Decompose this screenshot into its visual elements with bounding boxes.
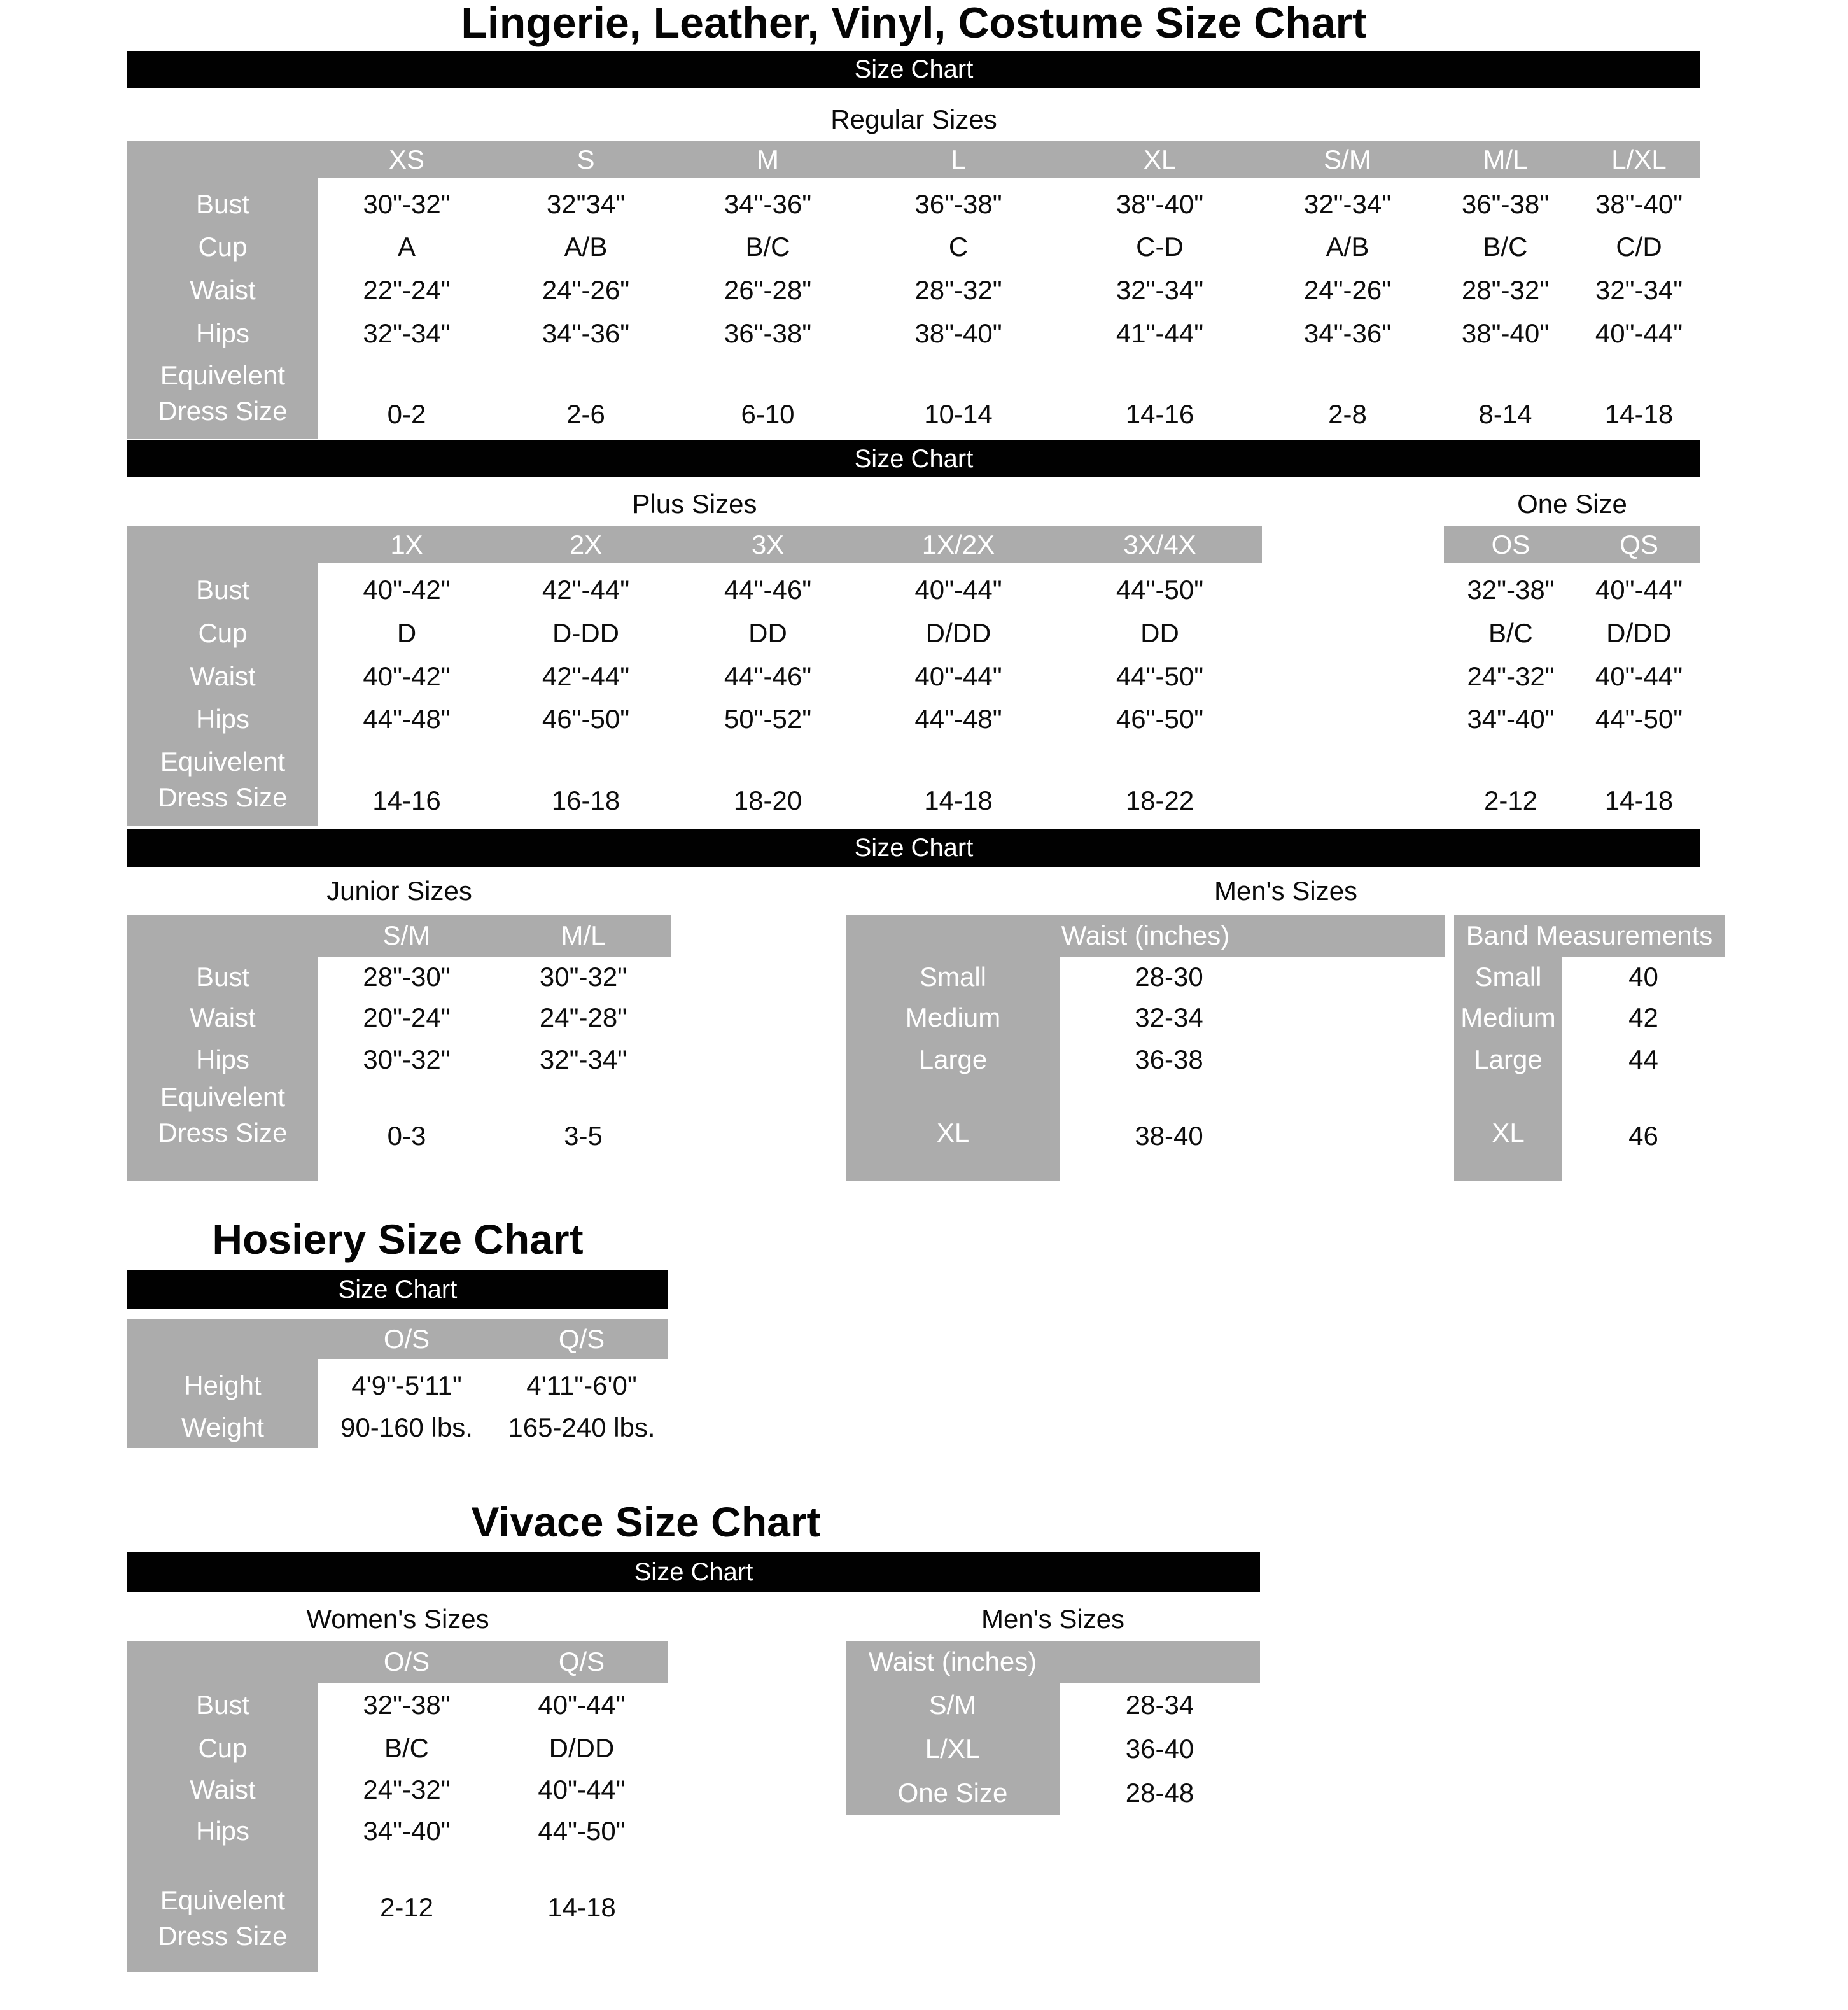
row-label: Waist bbox=[127, 655, 318, 698]
cell-value: 40"-42" bbox=[318, 568, 495, 612]
column-header: S bbox=[495, 141, 676, 183]
column-header: M/L bbox=[1433, 141, 1578, 183]
cell-value: D-DD bbox=[495, 612, 676, 655]
header-corner bbox=[127, 1641, 318, 1683]
cell-value: 44"-50" bbox=[1058, 655, 1262, 698]
one-size-label: One Size bbox=[1517, 489, 1627, 519]
cell-value: 40"-42" bbox=[318, 655, 495, 698]
hosiery-table bbox=[127, 1319, 668, 1448]
cell-value: 44 bbox=[1562, 1038, 1725, 1081]
row-label: Equivelent Dress Size bbox=[127, 740, 318, 826]
cell-value: 165-240 lbs. bbox=[495, 1407, 668, 1448]
cell-value: 3-5 bbox=[495, 1081, 671, 1181]
vivace-womens-table bbox=[127, 1641, 668, 1972]
column-header: O/S bbox=[318, 1319, 495, 1364]
cell-value: 4'11"-6'0" bbox=[495, 1364, 668, 1407]
junior-sizes-table bbox=[127, 915, 671, 1181]
cell-value: 40"-44" bbox=[859, 568, 1058, 612]
row-label: Medium bbox=[1454, 997, 1562, 1038]
table-header: Band Measurements bbox=[1454, 915, 1725, 957]
cell-value: 24"-28" bbox=[495, 997, 671, 1038]
cell-value: 41"-44" bbox=[1058, 312, 1262, 355]
cell-value: 14-16 bbox=[1058, 355, 1262, 439]
cell-value: 30"-32" bbox=[318, 183, 495, 225]
cell-value: 24"-32" bbox=[1444, 655, 1578, 698]
row-label: Hips bbox=[127, 1038, 318, 1081]
row-label: S/M bbox=[846, 1683, 1060, 1727]
cell-value: C/D bbox=[1578, 225, 1700, 269]
row-label: Large bbox=[846, 1038, 1060, 1081]
size-chart-banner: Size Chart bbox=[127, 829, 1700, 867]
column-header: XL bbox=[1058, 141, 1262, 183]
cell-value: 38"-40" bbox=[1578, 183, 1700, 225]
row-label: Equivelent Dress Size bbox=[127, 1081, 318, 1181]
cell-value: 32"-34" bbox=[495, 1038, 671, 1081]
cell-filler bbox=[1278, 997, 1445, 1038]
row-label: Weight bbox=[127, 1407, 318, 1448]
column-header: Q/S bbox=[495, 1319, 668, 1364]
cell-value: 14-16 bbox=[318, 740, 495, 826]
column-header: M/L bbox=[495, 915, 671, 957]
page-title: Lingerie, Leather, Vinyl, Costume Size Chart bbox=[461, 0, 1367, 47]
column-header: L/XL bbox=[1578, 141, 1700, 183]
cell-value: 0-2 bbox=[318, 355, 495, 439]
header-spacer bbox=[1060, 1641, 1260, 1683]
row-label: XL bbox=[1454, 1081, 1562, 1181]
cell-value: 22"-24" bbox=[318, 269, 495, 312]
cell-value: 50"-52" bbox=[676, 698, 859, 740]
cell-value: 44"-46" bbox=[676, 655, 859, 698]
cell-value: 32"-34" bbox=[318, 312, 495, 355]
one-size-table bbox=[1444, 526, 1700, 826]
row-label: Waist bbox=[127, 1769, 318, 1810]
cell-value: 44"-50" bbox=[1578, 698, 1700, 740]
cell-value: 40 bbox=[1562, 957, 1725, 997]
vivace-womens-label: Women's Sizes bbox=[306, 1604, 489, 1634]
cell-value: 38"-40" bbox=[859, 312, 1058, 355]
header-corner bbox=[127, 1319, 318, 1364]
cell-value: 40"-44" bbox=[1578, 568, 1700, 612]
cell-value: B/C bbox=[318, 1727, 495, 1769]
cell-value: 32-34 bbox=[1060, 997, 1278, 1038]
plus-sizes-label: Plus Sizes bbox=[632, 489, 757, 519]
cell-value: 30"-32" bbox=[318, 1038, 495, 1081]
size-chart-banner: Size Chart bbox=[127, 440, 1700, 477]
row-label: Hips bbox=[127, 1810, 318, 1852]
table-header: Waist (inches) bbox=[846, 1641, 1060, 1683]
row-label: Small bbox=[1454, 957, 1562, 997]
column-header: L bbox=[859, 141, 1058, 183]
cell-value: 34"-36" bbox=[1262, 312, 1433, 355]
row-label: Waist bbox=[127, 997, 318, 1038]
row-label: Equivelent Dress Size bbox=[127, 1852, 318, 1972]
cell-value: 32"-38" bbox=[1444, 568, 1578, 612]
cell-value: 90-160 lbs. bbox=[318, 1407, 495, 1448]
cell-value: 40"-44" bbox=[1578, 312, 1700, 355]
cell-value: 24"-32" bbox=[318, 1769, 495, 1810]
cell-filler bbox=[1278, 957, 1445, 997]
cell-value: 36"-38" bbox=[676, 312, 859, 355]
cell-value: 28-30 bbox=[1060, 957, 1278, 997]
column-header: O/S bbox=[318, 1641, 495, 1683]
cell-value: 42"-44" bbox=[495, 568, 676, 612]
cell-value: 38"-40" bbox=[1058, 183, 1262, 225]
hosiery-title: Hosiery Size Chart bbox=[212, 1216, 584, 1263]
size-chart-banner: Size Chart bbox=[127, 1270, 668, 1309]
cell-value: 46 bbox=[1562, 1081, 1725, 1181]
row-label: Cup bbox=[127, 612, 318, 655]
column-header: S/M bbox=[318, 915, 495, 957]
cell-value: B/C bbox=[1444, 612, 1578, 655]
cell-value: 18-22 bbox=[1058, 740, 1262, 826]
column-header: S/M bbox=[1262, 141, 1433, 183]
cell-value: 44"-48" bbox=[318, 698, 495, 740]
cell-value: 2-12 bbox=[1444, 740, 1578, 826]
column-header: 3X bbox=[676, 526, 859, 568]
mens-waist-table bbox=[846, 915, 1445, 1181]
column-header: XS bbox=[318, 141, 495, 183]
column-header: Q/S bbox=[495, 1641, 668, 1683]
cell-filler bbox=[1278, 1081, 1445, 1181]
column-header: 3X/4X bbox=[1058, 526, 1262, 568]
cell-value: 32"-34" bbox=[1262, 183, 1433, 225]
column-header: 2X bbox=[495, 526, 676, 568]
vivace-mens-table bbox=[846, 1641, 1260, 1815]
cell-value: 0-3 bbox=[318, 1081, 495, 1181]
cell-value: B/C bbox=[1433, 225, 1578, 269]
cell-value: 28"-30" bbox=[318, 957, 495, 997]
row-label: Equivelent Dress Size bbox=[127, 355, 318, 439]
cell-value: 32"-34" bbox=[1058, 269, 1262, 312]
cell-value: 44"-46" bbox=[676, 568, 859, 612]
cell-value: 10-14 bbox=[859, 355, 1058, 439]
cell-value: D/DD bbox=[1578, 612, 1700, 655]
cell-value: 34"-40" bbox=[1444, 698, 1578, 740]
cell-value: 28"-32" bbox=[859, 269, 1058, 312]
row-label: Hips bbox=[127, 312, 318, 355]
cell-value: 46"-50" bbox=[1058, 698, 1262, 740]
cell-value: 14-18 bbox=[495, 1852, 668, 1972]
row-label: Height bbox=[127, 1364, 318, 1407]
row-label: Medium bbox=[846, 997, 1060, 1038]
vivace-title: Vivace Size Chart bbox=[471, 1498, 821, 1545]
row-label: One Size bbox=[846, 1771, 1060, 1815]
row-label: Cup bbox=[127, 1727, 318, 1769]
cell-value: 36-40 bbox=[1060, 1727, 1260, 1771]
cell-value: 14-18 bbox=[1578, 740, 1700, 826]
column-header: 1X bbox=[318, 526, 495, 568]
size-chart-banner: Size Chart bbox=[127, 51, 1700, 88]
cell-value: 40"-44" bbox=[1578, 655, 1700, 698]
cell-value: B/C bbox=[676, 225, 859, 269]
row-label: Bust bbox=[127, 1683, 318, 1727]
cell-value: 2-12 bbox=[318, 1852, 495, 1972]
cell-value: 44"-48" bbox=[859, 698, 1058, 740]
cell-value: 38-40 bbox=[1060, 1081, 1278, 1181]
row-label: Bust bbox=[127, 957, 318, 997]
cell-value: 32"34" bbox=[495, 183, 676, 225]
cell-value: 18-20 bbox=[676, 740, 859, 826]
cell-value: A bbox=[318, 225, 495, 269]
cell-value: 30"-32" bbox=[495, 957, 671, 997]
column-header: QS bbox=[1578, 526, 1700, 568]
cell-value: A/B bbox=[1262, 225, 1433, 269]
cell-value: 28"-32" bbox=[1433, 269, 1578, 312]
plus-sizes-table bbox=[127, 526, 1262, 826]
junior-sizes-label: Junior Sizes bbox=[326, 876, 472, 906]
cell-value: 28-48 bbox=[1060, 1771, 1260, 1815]
cell-value: 32"-38" bbox=[318, 1683, 495, 1727]
mens-sizes-label: Men's Sizes bbox=[1214, 876, 1358, 906]
cell-value: C bbox=[859, 225, 1058, 269]
cell-value: A/B bbox=[495, 225, 676, 269]
row-label: Waist bbox=[127, 269, 318, 312]
column-header: 1X/2X bbox=[859, 526, 1058, 568]
cell-filler bbox=[1278, 1038, 1445, 1081]
row-label: L/XL bbox=[846, 1727, 1060, 1771]
cell-value: 34"-36" bbox=[676, 183, 859, 225]
header-corner bbox=[127, 141, 318, 183]
cell-value: 36"-38" bbox=[1433, 183, 1578, 225]
mens-band-table bbox=[1454, 915, 1725, 1181]
row-label: Cup bbox=[127, 225, 318, 269]
cell-value: 42"-44" bbox=[495, 655, 676, 698]
cell-value: 14-18 bbox=[859, 740, 1058, 826]
cell-value: 44"-50" bbox=[1058, 568, 1262, 612]
regular-sizes-label: Regular Sizes bbox=[830, 104, 997, 134]
row-label: Bust bbox=[127, 183, 318, 225]
cell-value: 6-10 bbox=[676, 355, 859, 439]
header-corner bbox=[127, 915, 318, 957]
cell-value: 38"-40" bbox=[1433, 312, 1578, 355]
row-label: XL bbox=[846, 1081, 1060, 1181]
regular-sizes-table bbox=[127, 141, 1700, 439]
cell-value: 24"-26" bbox=[495, 269, 676, 312]
cell-value: 26"-28" bbox=[676, 269, 859, 312]
cell-value: 40"-44" bbox=[495, 1683, 668, 1727]
cell-value: 42 bbox=[1562, 997, 1725, 1038]
cell-value: 36"-38" bbox=[859, 183, 1058, 225]
row-label: Small bbox=[846, 957, 1060, 997]
cell-value: 34"-36" bbox=[495, 312, 676, 355]
cell-value: 34"-40" bbox=[318, 1810, 495, 1852]
cell-value: 46"-50" bbox=[495, 698, 676, 740]
cell-value: C-D bbox=[1058, 225, 1262, 269]
cell-value: 36-38 bbox=[1060, 1038, 1278, 1081]
row-label: Hips bbox=[127, 698, 318, 740]
column-header: M bbox=[676, 141, 859, 183]
cell-value: 8-14 bbox=[1433, 355, 1578, 439]
cell-value: 40"-44" bbox=[859, 655, 1058, 698]
cell-value: 2-8 bbox=[1262, 355, 1433, 439]
cell-value: 44"-50" bbox=[495, 1810, 668, 1852]
cell-value: D/DD bbox=[495, 1727, 668, 1769]
cell-value: 14-18 bbox=[1578, 355, 1700, 439]
size-chart-banner: Size Chart bbox=[127, 1552, 1260, 1592]
cell-value: DD bbox=[1058, 612, 1262, 655]
cell-value: 16-18 bbox=[495, 740, 676, 826]
column-header: OS bbox=[1444, 526, 1578, 568]
cell-value: D/DD bbox=[859, 612, 1058, 655]
cell-value: 20"-24" bbox=[318, 997, 495, 1038]
cell-value: 32"-34" bbox=[1578, 269, 1700, 312]
cell-value: 4'9"-5'11" bbox=[318, 1364, 495, 1407]
cell-value: 28-34 bbox=[1060, 1683, 1260, 1727]
row-label: Bust bbox=[127, 568, 318, 612]
cell-value: DD bbox=[676, 612, 859, 655]
cell-value: D bbox=[318, 612, 495, 655]
header-corner bbox=[127, 526, 318, 568]
cell-value: 24"-26" bbox=[1262, 269, 1433, 312]
table-header: Waist (inches) bbox=[846, 915, 1445, 957]
cell-value: 2-6 bbox=[495, 355, 676, 439]
vivace-mens-label: Men's Sizes bbox=[981, 1604, 1125, 1634]
cell-value: 40"-44" bbox=[495, 1769, 668, 1810]
row-label: Large bbox=[1454, 1038, 1562, 1081]
